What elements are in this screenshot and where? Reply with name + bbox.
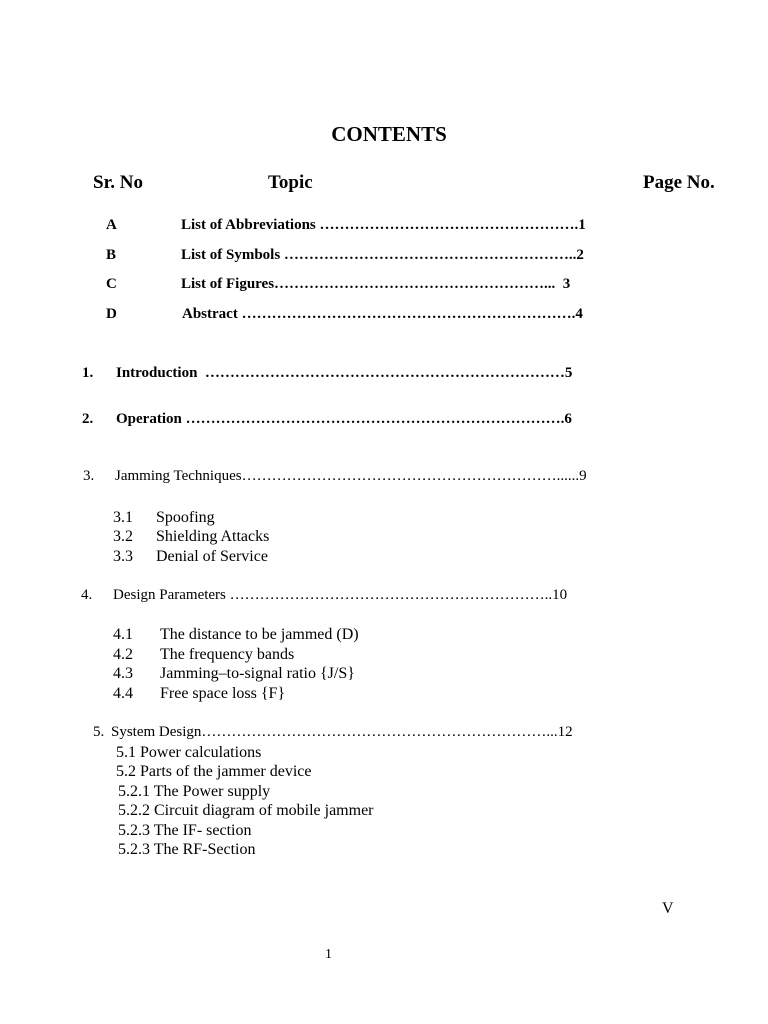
section-number: 3.2 [113, 528, 133, 545]
chapter-number: 4. [81, 587, 93, 603]
page-title: CONTENTS [331, 122, 447, 146]
subsection-entry: 5.1 Power calculations [116, 744, 262, 761]
header-sr-no: Sr. No [93, 172, 143, 193]
section-title: Shielding Attacks [156, 528, 270, 545]
chapter-number: 2. [82, 411, 94, 427]
chapter-entry: Jamming Techniques………………………………………………………......9 [115, 468, 587, 484]
section-number: 4.4 [113, 685, 133, 702]
front-matter-sr: D [106, 306, 117, 322]
chapter-entry: Design Parameters ………………………………………………………..10 [113, 587, 568, 603]
section-title: The frequency bands [160, 646, 295, 663]
chapter-number: 3. [83, 468, 95, 484]
front-matter-sr: C [106, 276, 117, 292]
section-title: Jamming–to-signal ratio {J/S} [160, 665, 355, 682]
header-page-no: Page No. [643, 172, 715, 193]
front-matter-sr: B [106, 247, 117, 263]
chapter-entry: System Design……………………………………………………………...12 [111, 724, 573, 740]
section-number: 3.3 [113, 548, 133, 565]
subsection-entry: 5.2.3 The RF-Section [118, 841, 256, 858]
subsection-entry: 5.2 Parts of the jammer device [116, 763, 312, 780]
chapter-entry: Operation ………………………………………………………………….6 [116, 411, 572, 427]
section-number: 3.1 [113, 509, 133, 526]
front-matter-entry: List of Figures………………………………………………... 3 [181, 276, 571, 292]
section-number: 4.3 [113, 665, 133, 682]
subsection-entry: 5.2.1 The Power supply [118, 783, 271, 800]
header-topic: Topic [268, 172, 313, 193]
section-title: The distance to be jammed (D) [160, 626, 359, 643]
page-number: 1 [325, 947, 332, 962]
chapter-number: 5. [93, 724, 105, 740]
subsection-entry: 5.2.3 The IF- section [118, 822, 252, 839]
section-title: Spoofing [156, 509, 215, 526]
front-matter-entry: List of Abbreviations …………………………………………….1 [181, 217, 586, 233]
front-matter-entry: Abstract ………………………………………………………….4 [182, 306, 583, 322]
chapter-number: 1. [82, 365, 94, 381]
front-matter-entry: List of Symbols …………………………………………………..2 [181, 247, 584, 263]
front-matter-sr: A [106, 217, 117, 233]
chapter-entry: Introduction ………………………………………………………………5 [116, 365, 573, 381]
section-number: 4.2 [113, 646, 133, 663]
section-title: Denial of Service [156, 548, 268, 565]
subsection-entry: 5.2.2 Circuit diagram of mobile jammer [118, 802, 374, 819]
roman-page-marker: V [662, 900, 674, 917]
section-number: 4.1 [113, 626, 133, 643]
section-title: Free space loss {F} [160, 685, 286, 702]
